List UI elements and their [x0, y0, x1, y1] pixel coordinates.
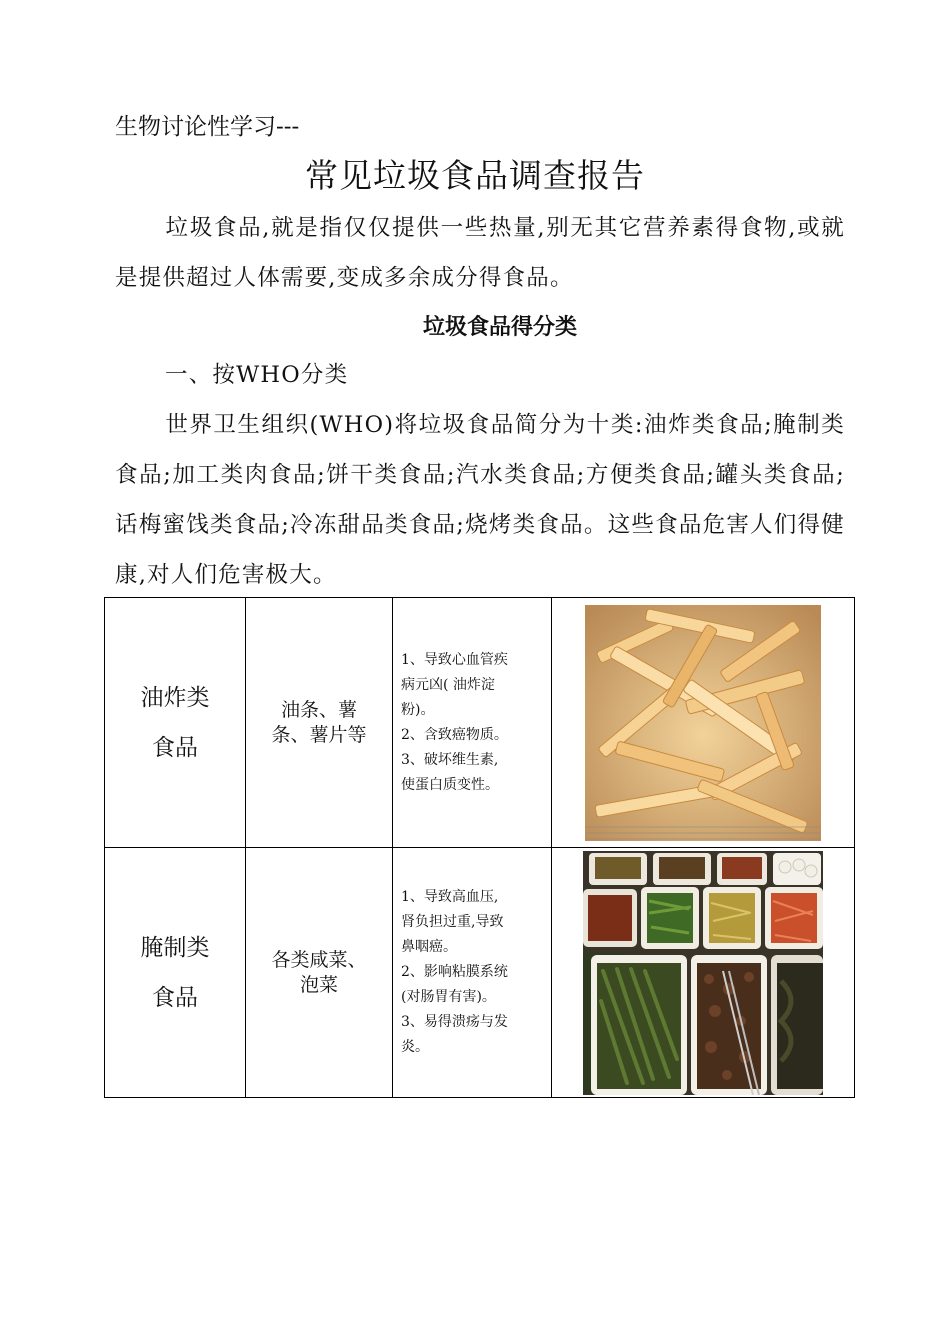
harms-cell — [393, 848, 552, 1098]
harms-line: 2、含致癌物质。 — [401, 726, 508, 743]
category-line: 腌制类 — [140, 934, 210, 961]
table-row — [105, 848, 855, 1098]
harms-line: 1、导致高血压, — [401, 889, 499, 905]
harms-line: 1、导致心血管疾 — [401, 651, 508, 668]
examples-cell — [246, 598, 393, 848]
examples-line: 条、薯片等 — [271, 723, 367, 746]
category-line: 油炸类 — [140, 684, 210, 711]
harms-line: 3、破坏维生素, — [401, 751, 499, 768]
examples-line: 油条、薯 — [280, 698, 357, 721]
pickled-vegetables-photo — [583, 851, 823, 1095]
who-paragraph — [115, 400, 845, 600]
harms-line: 肾负担过重,导致 — [401, 914, 504, 930]
harms-line: 3、易得溃疡与发 — [401, 1014, 508, 1030]
examples-line: 各类咸菜、 — [271, 948, 367, 971]
photo-cell — [552, 848, 855, 1098]
harms-cell — [393, 598, 552, 848]
table-row — [105, 598, 855, 848]
who-text: 世界卫生组织(WHO)将垃圾食品简分为十类:油炸类食品;腌制类食品;加工类肉食品;饼干类食品;汽水类食品;方便类食品;罐头类食品;话梅蜜饯类食品;冷冻甜品类食品;烧烤类食品。这些食品危害人们得健康,对人们危害极大。 — [115, 412, 845, 588]
category-line: 食品 — [152, 734, 198, 761]
category-cell — [105, 598, 246, 848]
harms-line: 病元凶( 油炸淀 — [401, 676, 495, 693]
intro-paragraph — [115, 203, 845, 303]
category-cell — [105, 848, 246, 1098]
photo-cell — [552, 598, 855, 848]
french-fries-photo — [585, 605, 821, 841]
harms-line: (对肠胃有害)。 — [401, 989, 496, 1005]
harms-line: 2、影响粘膜系统 — [401, 964, 508, 980]
examples-cell — [246, 848, 393, 1098]
intro-text: 垃圾食品,就是指仅仅提供一些热量,别无其它营养素得食物,或就是提供超过人体需要,变成多余成分得食品。 — [115, 215, 845, 291]
section-title: 垃圾食品得分类 — [422, 315, 577, 340]
harms-line: 鼻咽癌。 — [401, 939, 457, 955]
junk-food-table — [104, 597, 855, 1098]
harms-line: 使蛋白质变性。 — [401, 776, 499, 793]
page-title: 常见垃圾食品调查报告 — [305, 156, 645, 195]
subsection-heading: 一、按WHO分类 — [165, 362, 349, 388]
harms-line: 炎。 — [401, 1039, 429, 1055]
category-line: 食品 — [152, 984, 198, 1011]
header-line: 生物讨论性学习--- — [115, 114, 300, 140]
examples-line: 泡菜 — [299, 973, 338, 996]
harms-line: 粉)。 — [401, 701, 435, 718]
